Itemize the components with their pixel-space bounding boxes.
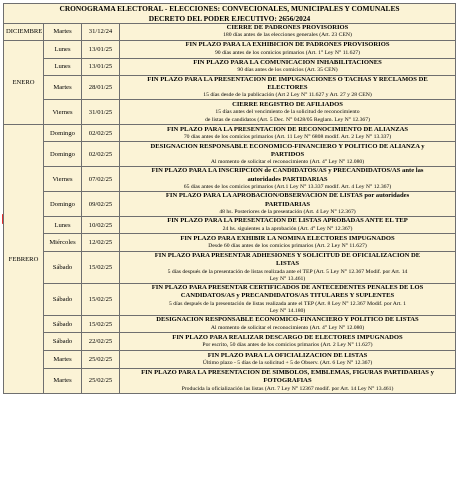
event-description [122, 325, 453, 332]
event-description-line: 5 días después de la presentación de listas realizada ante el TEP (Art. 8 Ley N° 12.367 Modif. por Art. 1 [169, 300, 406, 307]
event-title [122, 41, 453, 49]
event-title [122, 316, 453, 324]
event-description-line: 65 días antes de los comicios primarios (Art.1 Ley N° 13.337 modif. Art. 4 Ley N° 12.367) [183, 184, 392, 191]
event-title [122, 235, 453, 243]
event-description-line: Último plazo - 5 días de la solicitud + 5 de Observ. (Art. 6 Ley N° 12.367) [202, 360, 373, 367]
event-description-line: 24 hs. siguientes a la aprobación (Art. 4° Ley N° 12.367) [222, 225, 353, 232]
table-row [4, 333, 456, 351]
table-row [4, 100, 456, 125]
electoral-schedule-table [3, 3, 456, 394]
weekday-cell: Viernes [44, 100, 82, 125]
event-title-line: LISTAS [276, 260, 299, 268]
event-cell [120, 125, 456, 142]
event-cell [120, 217, 456, 234]
weekday-cell: Sábado [44, 284, 82, 316]
date-cell: 25/02/25 [82, 351, 120, 369]
table-row [4, 284, 456, 316]
weekday-cell: Lunes [44, 217, 82, 234]
decree-line: DECRETO DEL PODER EJECUTIVO: 2656/2024 [148, 13, 311, 23]
table-row [4, 351, 456, 369]
event-description-line: 90 días antes de los comicios (Art. 35 CEN) [237, 67, 338, 74]
event-title-line: CIERRE DE PADRONES PROVISORIOS [226, 24, 349, 32]
event-description-line: de listas de candidatos (Art. 5 Dec. N° 0428/05 Reglam. Ley N° 12.367) [204, 116, 371, 123]
event-description [122, 134, 453, 141]
event-title-line: ELECTORES [267, 83, 308, 91]
event-title-line: FIN PLAZO PARA LA APROBACION/OBSERVACION DE LISTAS por autoridades [165, 192, 410, 200]
date-cell: 25/02/25 [82, 369, 120, 394]
event-title [122, 252, 453, 269]
event-description-line: Al momento de solicitar el reconocimiento (Art. 4° Ley N° 12.080) [210, 159, 365, 166]
event-title-line: DESIGNACION RESPONSABLE ECONOMICO-FINANCIERO Y POLITICO DE LISTAS [156, 316, 419, 324]
event-title-line: FIN PLAZO PARA LA PRESENTACION DE RECONOCIMIENTO DE ALIANZAS [166, 125, 409, 133]
event-description [122, 92, 453, 99]
event-description [122, 269, 453, 283]
date-cell: 09/02/25 [82, 192, 120, 217]
event-description-line: Desde 60 días antes de los comicios primarios (Art. 2 Ley N° 11.627) [208, 243, 367, 250]
date-cell: 22/02/25 [82, 333, 120, 351]
event-description [122, 226, 453, 233]
table-row [4, 252, 456, 284]
event-description-line: Por escrito, 50 días antes de los comicios primarios (Art. 2 Ley N° 11.627) [202, 342, 373, 349]
event-description [122, 67, 453, 74]
date-cell: 07/02/25 [82, 167, 120, 192]
event-description [122, 342, 453, 349]
weekday-cell: Lunes [44, 40, 82, 58]
date-cell: 31/01/25 [82, 100, 120, 125]
event-description [122, 159, 453, 166]
event-cell [120, 100, 456, 125]
event-title-line: FIN PLAZO PARA EXHIBIR LA NOMINA ELECTORES IMPUGNADOS [180, 234, 395, 242]
header-cell [4, 4, 456, 24]
event-description [122, 301, 453, 315]
date-cell: 12/02/25 [82, 234, 120, 252]
date-cell: 15/02/25 [82, 252, 120, 284]
event-description-line: 15 días desde de la publicación (Art 2 Ley N° 11.627 y Art. 27 y 28 CEN) [203, 92, 372, 99]
event-description [122, 243, 453, 250]
event-description [122, 386, 453, 393]
table-row [4, 234, 456, 252]
event-cell [120, 369, 456, 394]
weekday-cell: Viernes [44, 167, 82, 192]
event-description-line: Producida la oficialización las listas (Art. 7 Ley N° 12367 modif. por Art. 14 Ley N° 13.461) [181, 385, 394, 392]
weekday-cell: Sábado [44, 316, 82, 333]
table-row [4, 369, 456, 394]
event-title [122, 369, 453, 386]
date-cell: 10/02/25 [82, 217, 120, 234]
table-row [4, 217, 456, 234]
event-title-line: FIN PLAZO PARA LA OFICIALIZACION DE LISTAS [207, 351, 368, 359]
event-cell [120, 40, 456, 58]
event-title [122, 167, 453, 184]
event-description-line: 90 días antes de los comicios primarios (Art. 1° Ley N° 11.627) [214, 49, 361, 56]
weekday-cell: Domingo [44, 142, 82, 167]
event-title-line: PARTIDOS [270, 150, 305, 158]
date-cell: 02/02/25 [82, 125, 120, 142]
event-title [122, 76, 453, 93]
event-description-line: Al momento de solicitar el reconocimiento (Art. 4° Ley N° 12.080) [210, 324, 365, 331]
weekday-cell: Sábado [44, 333, 82, 351]
event-title-line: CANDIDATOS/AS y PRECANDIDATOS/AS TITULARES Y SUPLENTES [180, 292, 395, 300]
event-title-line: FIN PLAZO PARA LA PRESENTACION DE IMPUGNACIONES O TACHAS Y RECLAMOS DE [147, 75, 428, 83]
event-title [122, 126, 453, 134]
weekday-cell: Martes [44, 75, 82, 100]
table-row [4, 316, 456, 333]
event-title-line: FIN PLAZO PARA LA PRESENTACION DE LISTAS APROBADAS ANTE EL TEP [167, 217, 408, 225]
event-title-line: autoridades PARTIDARIAS [247, 175, 328, 183]
date-cell: 02/02/25 [82, 142, 120, 167]
event-title-line: FOTOGRAFIAS [263, 377, 312, 385]
event-cell [120, 333, 456, 351]
event-title-line: FIN PLAZO PARA LA COMUNICACION INHABILITACIONES [193, 58, 382, 66]
event-cell [120, 24, 456, 41]
table-row [4, 167, 456, 192]
event-description [122, 50, 453, 57]
event-cell [120, 75, 456, 100]
event-title-line: PARTIDARIAS [264, 200, 311, 208]
event-title-line: FIN PLAZO PARA LA INSCRIPCION de CANDIDATOS/AS y PRECANDIDATOS/AS ante las [151, 167, 424, 175]
event-cell [120, 58, 456, 75]
table-row [4, 58, 456, 75]
weekday-cell: Miércoles [44, 234, 82, 252]
table-row [4, 142, 456, 167]
table-row [4, 40, 456, 58]
event-description-line: 70 días antes de los comicios primarios (Art. 11 Ley N° 6808 modif. Art. 2 Ley N° 13.337) [183, 134, 392, 141]
event-description [122, 109, 453, 123]
weekday-cell: Lunes [44, 58, 82, 75]
event-title-line: FIN PLAZO PARA REALIZAR DESCARGO DE ELECTORES IMPUGNADOS [172, 333, 403, 341]
schedule-title: CRONOGRAMA ELECTORAL - ELECCIONES: CONVECIONALES, MUNICIPALES Y COMUNALES [59, 4, 400, 13]
event-description-line: Ley N° 14.180) [269, 307, 306, 314]
table-row [4, 125, 456, 142]
event-description [122, 32, 453, 39]
weekday-cell: Martes [44, 351, 82, 369]
table-row [4, 24, 456, 41]
event-description [122, 360, 453, 367]
date-cell: 15/02/25 [82, 316, 120, 333]
table-row [4, 192, 456, 217]
weekday-cell: Sábado [44, 252, 82, 284]
event-description [122, 184, 453, 191]
month-cell: DICIEMBRE [4, 24, 44, 41]
event-title [122, 284, 453, 301]
event-description-line: 48 hs. Posteriores de la presentación (Art. 4 Ley N° 12.367) [219, 208, 356, 215]
event-title-line: DESIGNACION RESPONSABLE ECONOMICO-FINANCIERO Y POLITICO DE ALIANZA y [150, 142, 425, 150]
event-title-line: FIN PLAZO PARA PRESENTAR CERTIFICADOS DE ANTECEDENTES PENALES DE LOS [151, 284, 424, 292]
event-title [122, 59, 453, 67]
date-cell: 15/02/25 [82, 284, 120, 316]
table-row [4, 75, 456, 100]
event-title [122, 143, 453, 160]
event-title-line: CIERRE REGISTRO DE AFILIADOS [232, 101, 343, 109]
event-cell [120, 142, 456, 167]
event-cell [120, 234, 456, 252]
weekday-cell: Domingo [44, 192, 82, 217]
event-description [122, 209, 453, 216]
weekday-cell: Domingo [44, 125, 82, 142]
event-description-line: Ley N° 13.461) [269, 275, 306, 282]
event-description-line: 180 días antes de las elecciones generales (Art. 23 CEN) [223, 32, 352, 39]
event-title-line: FIN PLAZO PARA LA PRESENTACION DE SIMBOLOS, EMBLEMAS, FIGURAS PARTIDARIAS y [141, 369, 434, 377]
event-title [122, 334, 453, 342]
event-description-line: 15 días antes del vencimiento de la solicitud de reconocimiento [215, 109, 360, 116]
event-cell [120, 167, 456, 192]
event-title [122, 192, 453, 209]
header-row [4, 4, 456, 24]
event-title-line: FIN PLAZO PARA PRESENTAR ADHESIONES Y SOLICITUD DE OFICIALIZACION DE [154, 252, 421, 260]
month-cell: FEBRERO [4, 125, 44, 393]
event-cell [120, 192, 456, 217]
event-title [122, 352, 453, 360]
date-cell: 13/01/25 [82, 40, 120, 58]
date-cell: 28/01/25 [82, 75, 120, 100]
event-cell [120, 252, 456, 284]
event-title-line: FIN PLAZO PARA LA EXHIBICION DE PADRONES PROVISORIOS [185, 41, 390, 49]
weekday-cell: Martes [44, 24, 82, 41]
weekday-cell: Martes [44, 369, 82, 394]
event-cell [120, 284, 456, 316]
date-cell: 31/12/24 [82, 24, 120, 41]
date-cell: 13/01/25 [82, 58, 120, 75]
event-cell [120, 316, 456, 333]
month-cell: ENERO [4, 40, 44, 125]
event-description-line: 5 días después de la presentación de listas realizada ante el TEP (Art. 5 Ley N° 12.367 Modif. por Art. 14 [167, 268, 408, 275]
event-title [122, 101, 453, 109]
event-cell [120, 351, 456, 369]
event-title [122, 217, 453, 225]
